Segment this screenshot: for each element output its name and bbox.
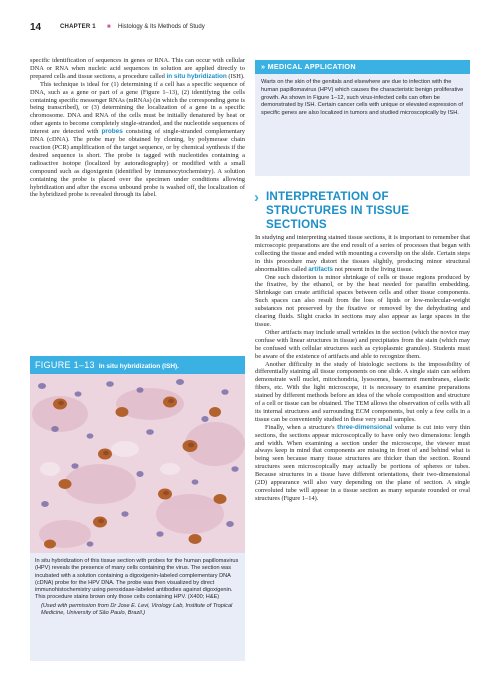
left-column (30, 57, 245, 199)
figure-credit: (Used with permission from Dr Jose E. Levi, Virology Lab, Institute of Tropical Medicine, University of São Paulo, Brazil.) (41, 602, 233, 617)
figure-title-bar (30, 356, 245, 374)
paragraph-other-artifacts: Other artifacts may include small wrinkles in the section (which the novice may confuse with linear structures in tissue) and precipitates from the stain (which may be confused with cellular structures such as cytoplasmic granules). Students must be aware of the existence of artifacts and able to recognize them. (255, 328, 470, 360)
figure-caption-text: In situ hybridization of this tissue section with probes for the human papillomavirus (HPV) reveals the presence of many cells containing the virus. The section was incubated with a solution containing a digoxigenin-labeled complementary DNA (cDNA) probe for the HPV DNA. The probe was then visualized by direct immunohistochemistry using peroxidase-labeled antibodies against digoxigenin. This procedure stains brown only those cells containing HPV. (X400; H&E) (35, 558, 239, 601)
paragraph-ish-intro: specific identification of sequences in genes or RNA. This can occur with cellular DNA or RNA when nucleic acid sequences in solution are applied directly to prepared cells and tissue sections, a procedure called in situ hybridization (ISH). (30, 57, 245, 80)
term-artifacts: artifacts (308, 265, 334, 273)
term-probes: probes (101, 128, 123, 136)
chapter-title: Histology & Its Methods of Study (118, 24, 205, 30)
running-header (30, 22, 470, 36)
term-in-situ-hybridization: in situ hybridization (166, 72, 227, 80)
medical-application-text: Warts on the skin of the genitals and elsewhere are due to infection with the human papillomavirus (HPV) which causes the characteristic benign proliferative growth. As shown in Figure 1–12, such virus-infected cells can often be demonstrated by ISH. Certain cancer cells with unique or elevated expression of specific genes are also localized in tumors and studied microscopically by ISH. (261, 79, 464, 117)
medical-application-title: » MEDICAL APPLICATION (255, 60, 470, 74)
micrograph-image (30, 374, 245, 553)
paragraph-three-dimensional: Finally, when a structure's three-dimensional volume is cut into very thin sections, the sections appear microscopically to have only two dimensions: length and width. When examining a section under the microscope, the viewer must always keep in mind that components are missing in front of and behind what is being seen because many tissue structures are thicker than the section. Round structures seen microscopically may actually be portions of spheres or tubes. Because structures in a tissue have different orientations, their two-dimensional (2D) appearance will also vary depending on the plane of section. A single convoluted tube will appear in a tissue section as many separate rounded or oval structures (Figure 1–14). (255, 423, 470, 502)
figure-number: FIGURE 1–13 (35, 360, 95, 370)
figure-caption (35, 558, 241, 617)
paragraph-ish-technique: This technique is ideal for (1) determining if a cell has a specific sequence of DNA, such as a gene or part of a gene (Figure 1–13), (2) identifying the cells containing specific messenger RNAs (mRNAs) (in which the corresponding gene is being transcribed), or (3) determining the localization of a gene in a specific chromosome. DNA and RNA of the cells must be initially denatured by heat or other agents to become completely single-stranded, and the nucleotide sequences of interest are detected with probes consisting of single-stranded complementary DNA (cDNA). The probe may be obtained by cloning, by polymerase chain reaction (PCR) amplification of the target sequence, or by chemical synthesis if the desired sequence is short. The probe is tagged with nucleotides containing a radioactive isotope (localized by autoradiography) or modified with a small compound such as digoxigenin (identified by immunocytochemistry). A solution containing the probe is placed over the specimen under conditions allowing hybridization and after the excess unbound probe is washed off, the localization of the hybridized probe is revealed through its label. (30, 80, 245, 199)
paragraph-shrinkage: One such distortion is minor shrinkage of cells or tissue regions produced by the fixative, by the ethanol, or by the heat needed for paraffin embedding. Shrinkage can create artificial spaces between cells and other tissue components. Such spaces can also result from the loss of lipids or low-molecular-weight substances not preserved by the fixative or removed by the dehydrating and clearing fluids. Slight cracks in sections may also appear as large spaces in the tissue. (255, 273, 470, 328)
header-separator: ■ (107, 24, 111, 30)
term-three-dimensional: three-dimensional (337, 423, 393, 431)
figure-title: In situ hybridization (ISH). (98, 363, 179, 370)
right-column (255, 234, 470, 503)
figure-1-13 (30, 356, 245, 661)
chapter-label: CHAPTER 1 (60, 24, 96, 30)
chevron-icon: › (254, 189, 259, 206)
page-number: 14 (30, 22, 42, 33)
section-title: INTERPRETATION OF STRUCTURES IN TISSUE SECTIONS (266, 190, 410, 231)
paragraph-staining-difficulty: Another difficulty in the study of histologic sections is the impossibility of differentially staining all tissue components on one slide. A single stain can seldom demonstrate well nuclei, mitochondria, lysosomes, basement membranes, elastic fibers, etc. With the light microscope, it is necessary to examine preparations stained by different methods before an idea of the whole composition and structure of a cell or tissue can be obtained. The TEM allows the observation of cells with all its internal structures and surrounding ECM components, but only a few cells in a tissue can be conveniently studied in these very small samples. (255, 360, 470, 423)
medical-application-box (255, 60, 470, 176)
paragraph-interpretation-intro: In studying and interpreting stained tissue sections, it is important to remember that microscopic preparations are the end result of a series of processes that began with collecting the tissue and ended with mounting a coverslip on the slide. Certain steps in this procedure may distort the tissues slightly, producing minor structural abnormalities called artifacts not present in the living tissue. (255, 234, 470, 273)
section-heading (254, 189, 470, 229)
